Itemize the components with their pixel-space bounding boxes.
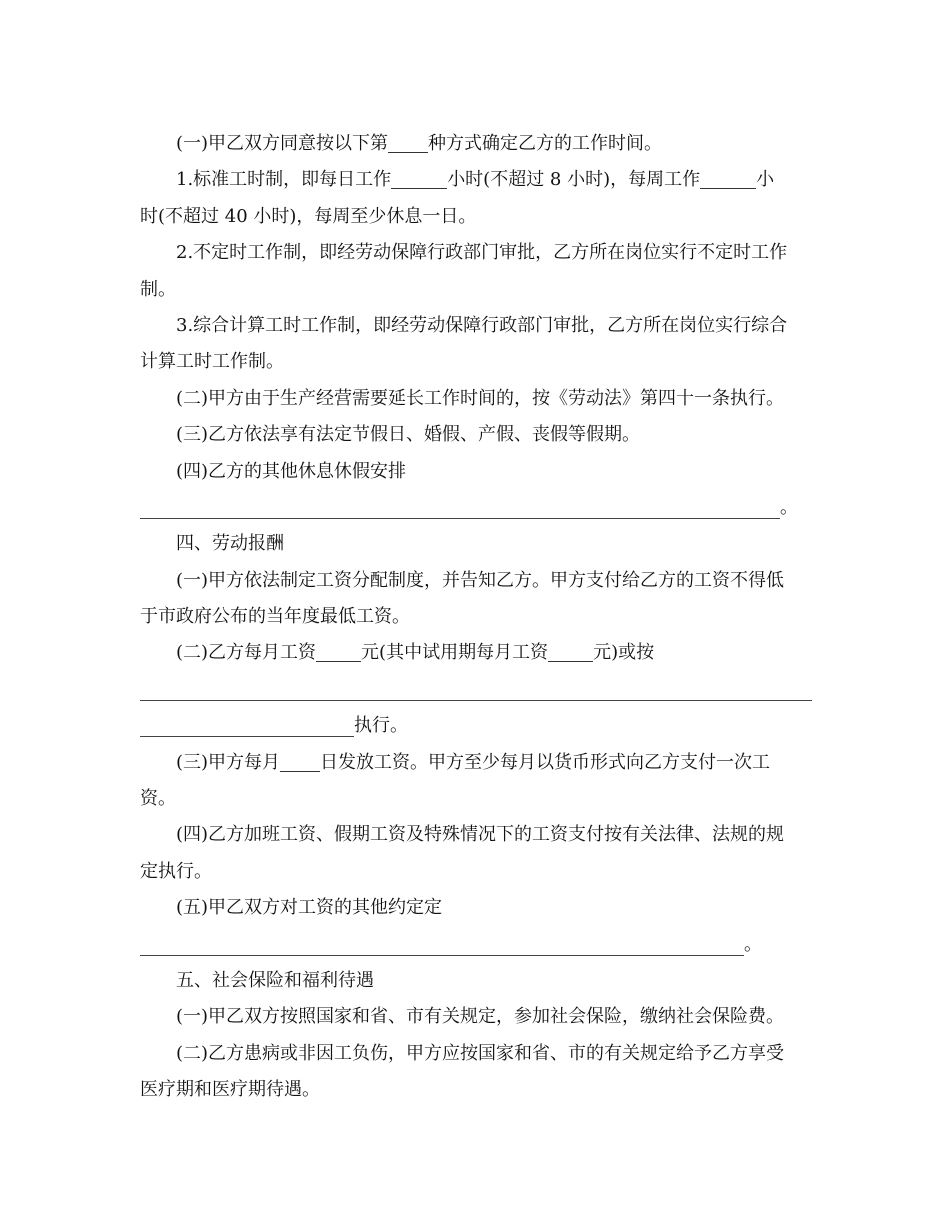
paragraph-flexible-hours-cont	[140, 272, 812, 308]
text: (四)乙方的其他休息休假安排	[176, 460, 407, 482]
paragraph-overtime-pay	[140, 817, 812, 853]
text: 五、社会保险和福利待遇	[176, 969, 374, 991]
text: 于市政府公布的当年度最低工资。	[140, 606, 410, 628]
text: 执行。	[354, 715, 408, 737]
paragraph-wage-system-cont	[140, 599, 812, 635]
text: (一)甲乙双方同意按以下第	[176, 133, 389, 154]
text: (三)甲方每月	[176, 751, 281, 773]
text: 1.标准工时制，即每日工作	[176, 169, 392, 191]
text: (一)甲方依法制定工资分配制度，并告知乙方。甲方支付给乙方的工资不得低	[176, 569, 785, 591]
text: 。	[780, 496, 798, 518]
paragraph-medical-leave-cont	[140, 1072, 812, 1108]
blank-field[interactable]	[388, 132, 428, 153]
fill-line[interactable]	[140, 933, 744, 956]
paragraph-monthly-wage-fill	[140, 672, 812, 708]
text: 。	[744, 933, 762, 955]
paragraph-medical-leave	[140, 1036, 812, 1072]
text: 元)或按	[593, 642, 655, 664]
text: 小	[756, 169, 775, 191]
paragraph-comprehensive-hours	[140, 308, 812, 344]
text: 日发放工资。甲方至少每月以货币形式向乙方支付一次工	[320, 751, 771, 773]
text: 元(其中试用期每月工资	[361, 642, 549, 664]
text: (二)乙方患病或非因工负伤，甲方应按国家和省、市的有关规定给予乙方享受	[176, 1042, 785, 1064]
paragraph-standard-hours	[140, 162, 812, 198]
text: (五)甲乙双方对工资的其他约定定	[176, 897, 443, 919]
paragraph-wage-system	[140, 563, 812, 599]
section-heading-remuneration	[140, 526, 812, 562]
fill-line[interactable]	[140, 678, 812, 701]
paragraph-work-time-method	[140, 126, 812, 162]
paragraph-standard-hours-cont	[140, 199, 812, 235]
paragraph-overtime-pay-cont	[140, 854, 812, 890]
paragraph-monthly-wage-end	[140, 708, 812, 744]
text: 制。	[140, 278, 176, 300]
text: 2.不定时工作制，即经劳动保障行政部门审批，乙方所在岗位实行不定时工作	[176, 242, 788, 264]
blank-field[interactable]	[548, 641, 593, 662]
text: (一)甲乙双方按照国家和省、市有关规定，参加社会保险，缴纳社会保险费。	[176, 1006, 785, 1028]
fill-line[interactable]	[140, 714, 354, 737]
text: (二)乙方每月工资	[176, 642, 317, 664]
paragraph-other-leave	[140, 454, 812, 490]
paragraph-overtime	[140, 381, 812, 417]
text: 3.综合计算工时工作制，即经劳动保障行政部门审批，乙方所在岗位实行综合	[176, 314, 788, 336]
section-heading-social-insurance	[140, 963, 812, 999]
fill-line[interactable]	[140, 496, 780, 519]
blank-field[interactable]	[316, 641, 361, 662]
text: 资。	[140, 788, 176, 810]
text: 定执行。	[140, 860, 212, 882]
text: 种方式确定乙方的工作时间。	[428, 133, 663, 154]
paragraph-holidays	[140, 417, 812, 453]
paragraph-flexible-hours	[140, 235, 812, 271]
paragraph-other-wage-terms	[140, 890, 812, 926]
text: (二)甲方由于生产经营需要延长工作时间的，按《劳动法》第四十一条执行。	[176, 387, 785, 409]
paragraph-other-wage-terms-fill	[140, 927, 812, 963]
text: 小时(不超过 8 小时)，每周工作	[447, 169, 701, 191]
text: (三)乙方依法享有法定节假日、婚假、产假、丧假等假期。	[176, 424, 641, 446]
blank-field[interactable]	[280, 751, 320, 772]
text: 医疗期和医疗期待遇。	[140, 1079, 320, 1101]
paragraph-other-leave-fill	[140, 490, 812, 526]
text: 四、劳动报酬	[176, 533, 284, 555]
paragraph-comprehensive-hours-cont	[140, 344, 812, 380]
text: 计算工时工作制。	[140, 351, 284, 373]
text: (四)乙方加班工资、假期工资及特殊情况下的工资支付按有关法律、法规的规	[176, 824, 785, 846]
paragraph-pay-day-cont	[140, 781, 812, 817]
document-page	[140, 126, 812, 1109]
paragraph-social-insurance	[140, 999, 812, 1035]
paragraph-monthly-wage	[140, 635, 812, 671]
blank-field[interactable]	[391, 168, 447, 189]
paragraph-pay-day	[140, 745, 812, 781]
blank-field[interactable]	[700, 168, 756, 189]
text: 时(不超过 40 小时)，每周至少休息一日。	[140, 205, 477, 227]
